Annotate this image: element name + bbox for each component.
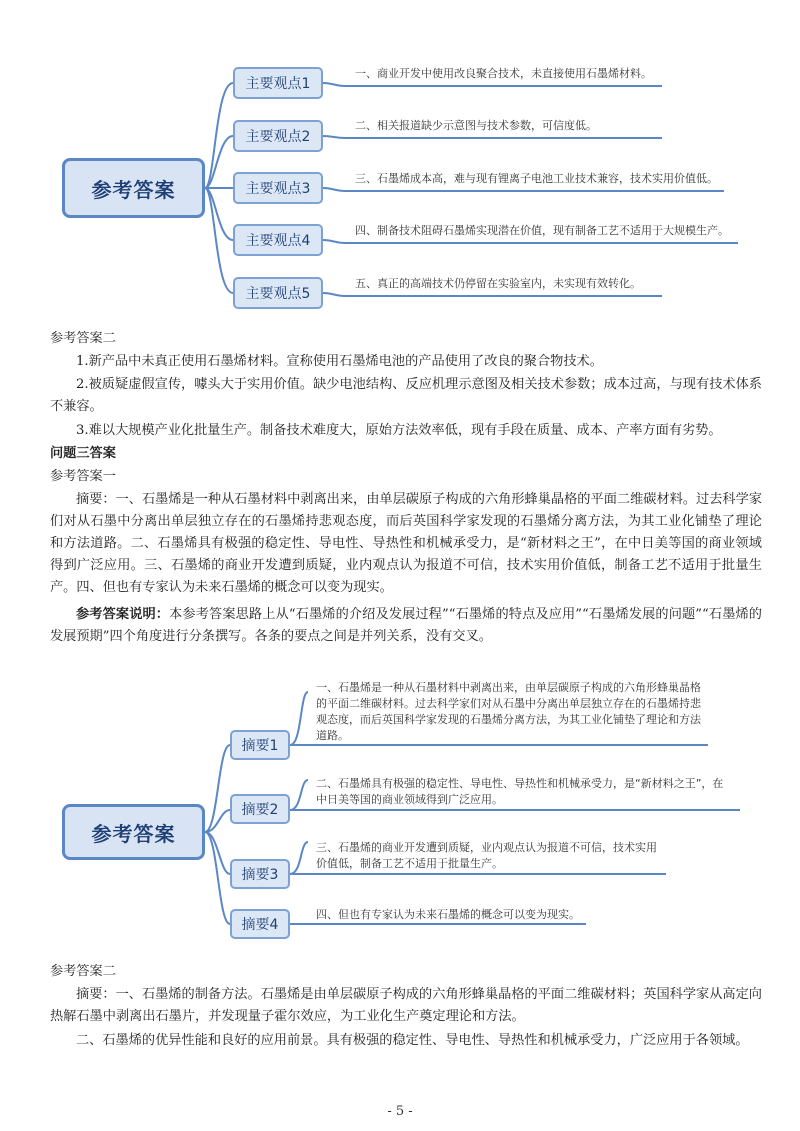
q3-answer1-title: 参考答案一 — [50, 469, 116, 484]
answer2-item-3: 3.难以大规模产业化批量生产。制备技术难度大，原始方法效率低，现有手段在质量、成本、产率方面有劣势。 — [76, 423, 722, 438]
leaf-viewpoint-1: 一、商业开发中使用改良聚合技术，未直接使用石墨烯材料。 — [355, 67, 652, 80]
node-viewpoint-5: 主要观点5 — [233, 277, 323, 309]
leaf-viewpoint-2: 二、相关报道缺少示意图与技术参数，可信度低。 — [355, 119, 597, 132]
node-summary-4: 摘要4 — [230, 909, 290, 939]
mindmap2-root: 参考答案 — [62, 804, 205, 860]
leaf-viewpoint-4: 四、制备技术阻碍石墨烯实现潜在价值，现有制备工艺不适用于大规模生产。 — [355, 224, 729, 237]
leaf-summary-3-line: 价值低，制备工艺不适用于批量生产。 — [316, 857, 503, 870]
leaf-summary-1 — [316, 680, 701, 744]
leaf-summary-1-line: 的平面二维碳材料。过去科学家们对从石墨中分离出单层独立存在的石墨烯持悲 — [316, 697, 701, 710]
q3-summary: 摘要：一、石墨烯是一种从石墨材料中剥离出来，由单层碳原子构成的六角形蜂巢晶格的平面二维碳材料。过去科学家们对从石墨中分离出单层独立存在的石墨烯持悲观态度，而后英国科学家发现的石墨烯分离方法，为其工业化铺垫了理论和方法道路。二、石墨烯具有极强的稳定性、导电性、导热性和机械承受力，是“新材料之王”，在中日美等国的商业领域得到广泛应用。三、石墨烯的商业开发遭到质疑，业内观点认为报道不可信，技术实用价值低，制备工艺不适用于批量生产。四、但也有专家认为未来石墨烯的概念可以变为现实。 — [50, 492, 762, 595]
leaf-summary-3 — [316, 840, 657, 872]
answer-explanation-text: 本参考答案思路上从“石墨烯的介绍及发展过程”“石墨烯的特点及应用”“石墨烯发展的问题”“石墨烯的发展预期”四个角度进行分条撰写。各条的要点之间是并列关系，没有交叉。 — [50, 607, 762, 644]
node-viewpoint-4: 主要观点4 — [233, 224, 323, 256]
answer-explanation — [50, 604, 762, 648]
leaf-summary-1-line: 一、石墨烯是一种从石墨材料中剥离出来，由单层碳原子构成的六角形蜂巢晶格 — [316, 681, 701, 694]
node-viewpoint-2: 主要观点2 — [233, 120, 323, 152]
leaf-summary-3-line: 三、石墨烯的商业开发遭到质疑，业内观点认为报道不可信，技术实用 — [316, 841, 657, 854]
q3-heading: 问题三答案 — [50, 446, 116, 461]
node-viewpoint-1: 主要观点1 — [233, 67, 323, 99]
leaf-summary-2-line: 中日美等国的商业领域得到广泛应用。 — [316, 793, 503, 806]
node-summary-1: 摘要1 — [230, 730, 290, 760]
mindmap-root: 参考答案 — [62, 158, 205, 218]
node-summary-3: 摘要3 — [230, 859, 290, 889]
answer2-title: 参考答案二 — [50, 331, 116, 346]
leaf-viewpoint-3: 三、石墨烯成本高，难与现有锂离子电池工业技术兼容，技术实用价值低。 — [355, 172, 718, 185]
answer2-item-2: 2.被质疑虚假宣传，噱头大于实用价值。缺少电池结构、反应机理示意图及相关技术参数；成本过高，与现有技术体系不兼容。 — [50, 377, 762, 414]
page-number: - 5 - — [387, 1104, 413, 1119]
answer3-paragraph-2: 二、石墨烯的优异性能和良好的应用前景。具有极强的稳定性、导电性、导热性和机械承受力，广泛应用于各领域。 — [76, 1033, 749, 1048]
leaf-summary-2 — [316, 776, 723, 808]
leaf-summary-4-line: 四、但也有专家认为未来石墨烯的概念可以变为现实。 — [316, 908, 580, 921]
leaf-summary-1-line: 观态度，而后英国科学家发现的石墨烯分离方法，为其工业化铺垫了理论和方法 — [316, 713, 701, 726]
leaf-summary-1-line: 道路。 — [316, 729, 349, 742]
answer3-title: 参考答案二 — [50, 964, 116, 979]
leaf-viewpoint-5: 五、真正的高端技术仍停留在实验室内，未实现有效转化。 — [355, 277, 641, 290]
leaf-summary-2-line: 二、石墨烯具有极强的稳定性、导电性、导热性和机械承受力，是“新材料之王”，在 — [316, 777, 724, 790]
answer3-paragraph-1: 摘要：一、石墨烯的制备方法。石墨烯是由单层碳原子构成的六角形蜂巢晶格的平面二维碳材料；英国科学家从高定向热解石墨中剥离出石墨片，并发现量子霍尔效应，为工业化生产奠定理论和方法。 — [50, 987, 762, 1024]
answer-explanation-label: 参考答案说明： — [76, 607, 170, 622]
leaf-summary-4 — [316, 907, 580, 923]
mindmap-main-viewpoints — [0, 50, 800, 310]
node-summary-2: 摘要2 — [230, 794, 290, 824]
node-viewpoint-3: 主要观点3 — [233, 172, 323, 204]
mindmap-summary — [0, 672, 800, 952]
answer2-item-1: 1.新产品中未真正使用石墨烯材料。宣称使用石墨烯电池的产品使用了改良的聚合物技术。 — [76, 354, 603, 369]
